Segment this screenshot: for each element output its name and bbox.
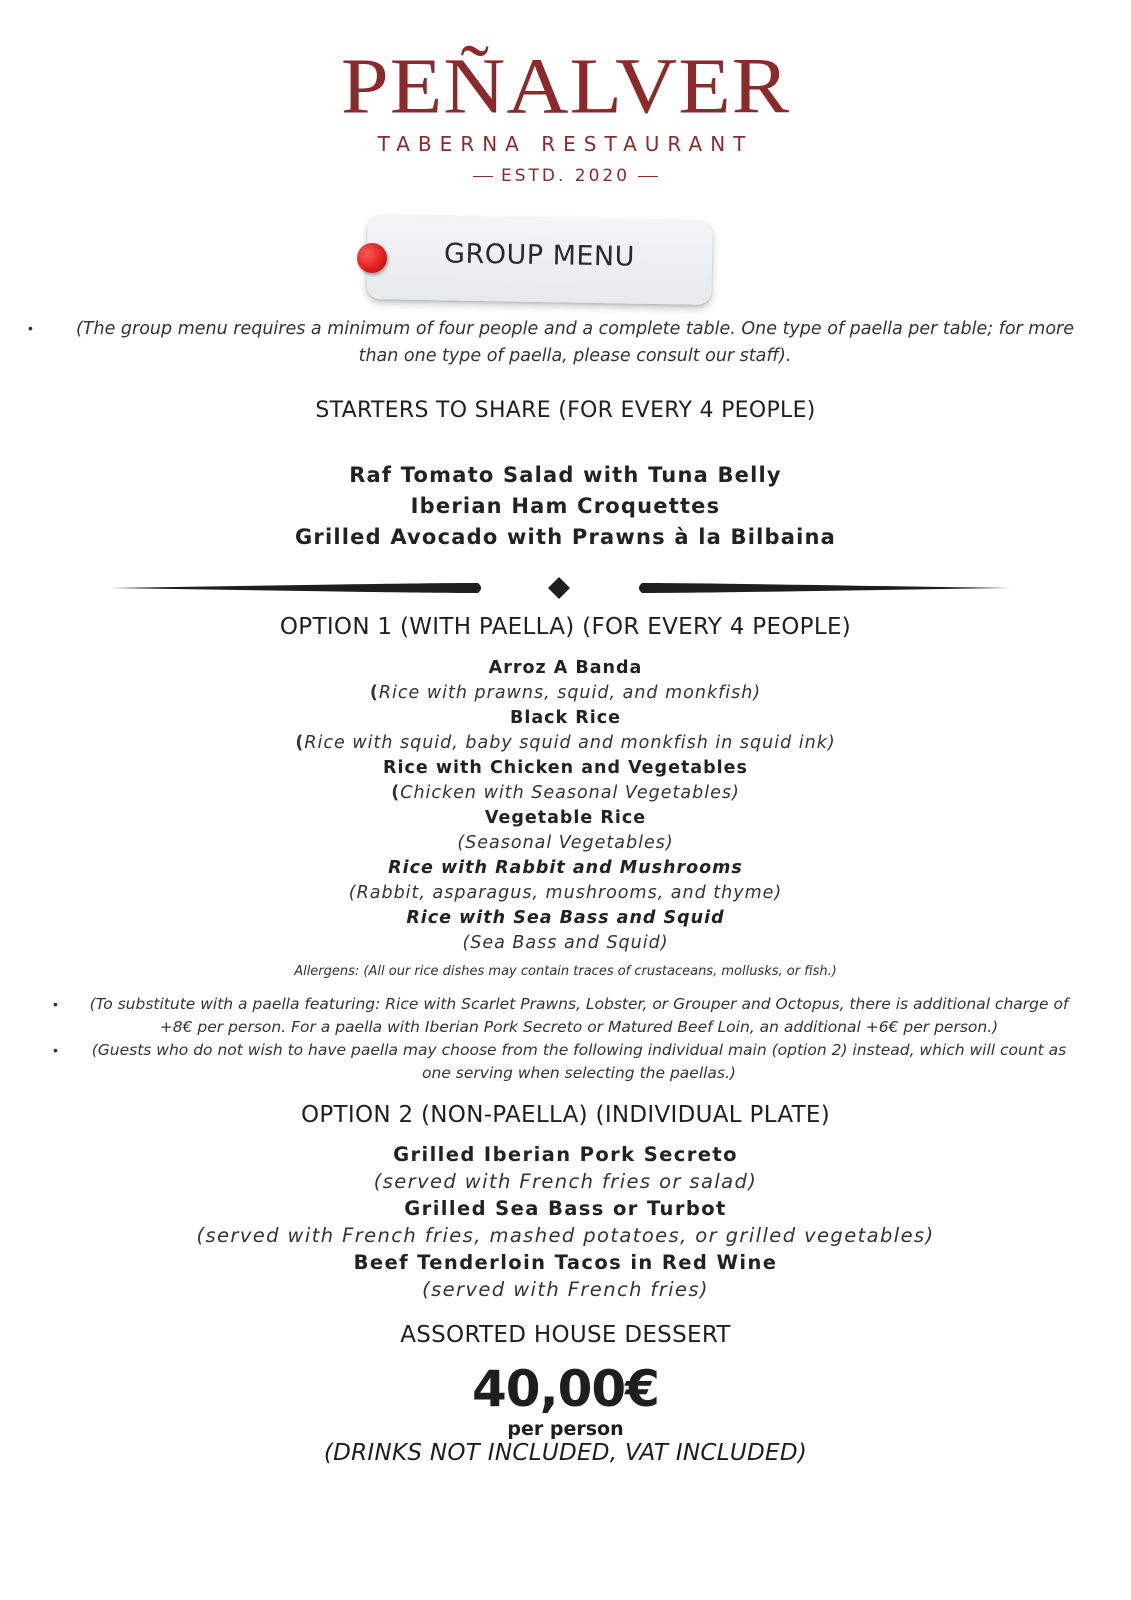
option1-title: OPTION 1 (WITH PAELLA) (FOR EVERY 4 PEOPLE) (279, 614, 852, 640)
dish-description (0, 831, 1131, 856)
estd-right-rule (638, 176, 658, 177)
dish-description (0, 781, 1131, 806)
dish-description: (served with French fries) (422, 1278, 709, 1301)
divider-left-stroke (110, 583, 481, 593)
dish-description-text: (Sea Bass and Squid) (462, 933, 669, 953)
established-text: ESTD. 2020 (500, 166, 631, 186)
diamond-icon (548, 577, 570, 599)
dish-description-text: (Rabbit, asparagus, mushrooms, and thyme) (348, 883, 783, 903)
starters-title: STARTERS TO SHARE (FOR EVERY 4 PEOPLE) (315, 398, 816, 423)
dish-name: Rice with Chicken and Vegetables (383, 758, 748, 778)
divider-right-stroke (639, 583, 1010, 593)
dish-description (0, 681, 1131, 706)
dish-open-paren: ( (369, 683, 379, 703)
dish-description: (served with French fries, mashed potatoes, or grilled vegetables) (196, 1224, 935, 1247)
dish-name: Vegetable Rice (484, 808, 647, 828)
dish-name: Arroz A Banda (488, 658, 643, 678)
starter-item: Iberian Ham Croquettes (410, 494, 721, 518)
dish-description (0, 931, 1131, 956)
menu-price: 40,00€ (472, 1360, 659, 1418)
paella-substitution-note: (To substitute with a paella featuring: Rice with Scarlet Prawns, Lobster, or Grouper and Octopus, there is additional charge of +8€ per person. For a paella with Iberian Pork Secreto or Matured Beef Loin, an additional +6€ per person.) (89, 995, 1069, 1036)
dish-name: Beef Tenderloin Tacos in Red Wine (353, 1251, 778, 1274)
group-menu-requirements-note: (The group menu requires a minimum of four people and a complete table. One type of paella per table; for more than one type of paella, please consult our staff). (75, 319, 1075, 366)
no-paella-note: (Guests who do not wish to have paella may choose from the following individual main (option 2) instead, which will count as one serving when selecting the paellas.) (91, 1041, 1067, 1082)
dish-name: Black Rice (510, 708, 621, 728)
group-menu-title: GROUP MENU (443, 238, 636, 273)
restaurant-subtitle: TABERNA RESTAURANT (377, 132, 754, 156)
dish-description-text: Chicken with Seasonal Vegetables) (400, 783, 740, 803)
dish-description-text: Rice with squid, baby squid and monkfish in squid ink) (304, 733, 836, 753)
established-line (0, 166, 1131, 186)
option2-dish-list (0, 1141, 1131, 1303)
option2-title: OPTION 2 (NON-PAELLA) (INDIVIDUAL PLATE) (300, 1102, 831, 1128)
price-unit: per person (507, 1418, 624, 1440)
dish-description (0, 881, 1131, 906)
dessert-title: ASSORTED HOUSE DESSERT (400, 1322, 731, 1348)
dish-name: Rice with Sea Bass and Squid (406, 908, 725, 928)
dish-description (0, 731, 1131, 756)
dish-open-paren: ( (295, 733, 305, 753)
starter-item: Grilled Avocado with Prawns à la Bilbaina (294, 525, 837, 549)
bullet-icon: • (53, 1042, 58, 1058)
dish-description-text: (Seasonal Vegetables) (457, 833, 674, 853)
dish-name: Grilled Iberian Pork Secreto (393, 1143, 738, 1166)
drinks-vat-note: (DRINKS NOT INCLUDED, VAT INCLUDED) (323, 1440, 808, 1466)
allergens-note: Allergens: (All our rice dishes may contain traces of crustaceans, mollusks, or fish.) (294, 964, 837, 979)
dish-description-text: Rice with prawns, squid, and monkfish) (378, 683, 762, 703)
dish-description: (served with French fries or salad) (373, 1170, 758, 1193)
starter-item: Raf Tomato Salad with Tuna Belly (349, 463, 782, 487)
starters-list (0, 460, 1131, 553)
bullet-icon: • (28, 320, 33, 336)
restaurant-logo-name: PEÑALVER (340, 41, 791, 131)
dish-name: Grilled Sea Bass or Turbot (404, 1197, 727, 1220)
dish-name: Rice with Rabbit and Mushrooms (388, 858, 743, 878)
estd-left-rule (473, 176, 493, 177)
bullet-icon: • (53, 996, 58, 1012)
option1-dish-list (0, 656, 1131, 956)
ornamental-divider (110, 574, 1010, 604)
dish-open-paren: ( (391, 783, 401, 803)
